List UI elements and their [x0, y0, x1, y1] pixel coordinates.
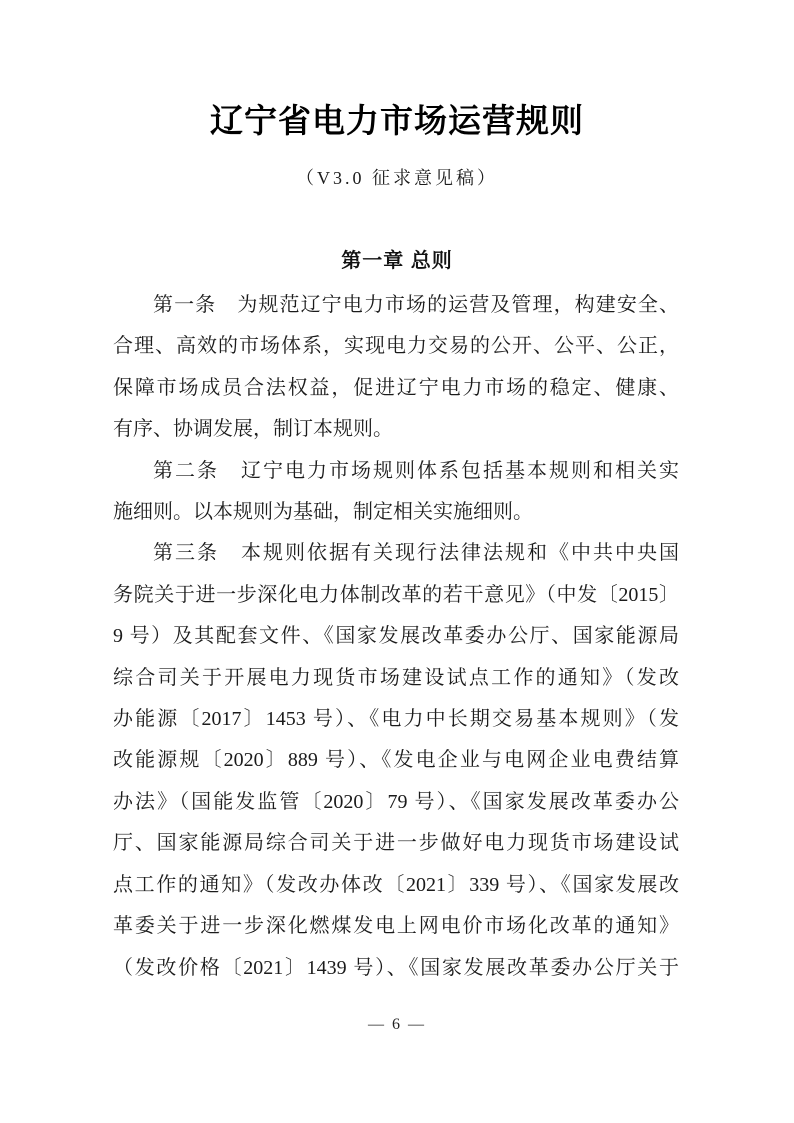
body-line: 施细则。以本规则为基础，制定相关实施细则。	[113, 501, 533, 524]
body-text	[113, 285, 679, 989]
document-title: 辽宁省电力市场运营规则	[210, 102, 584, 139]
body-line: 有序、协调发展，制订本规则。	[113, 418, 393, 441]
body-line: 综合司关于开展电力现货市场建设试点工作的通知》（发改	[113, 666, 679, 689]
body-line: 厅、国家能源局综合司关于进一步做好电力现货市场建设试	[113, 832, 679, 855]
body-line: 第一条 为规范辽宁电力市场的运营及管理，构建安全、	[153, 294, 679, 316]
page-number: — 6 —	[368, 1016, 426, 1033]
body-line: 合理、高效的市场体系，实现电力交易的公开、公平、公正，	[113, 335, 679, 358]
body-line: 办法》（国能发监管〔2020〕79 号）、《国家发展改革委办公	[113, 790, 679, 813]
document-subtitle: （V3.0 征求意见稿）	[296, 168, 498, 188]
body-line: 9 号）及其配套文件、《国家发展改革委办公厅、国家能源局	[113, 625, 679, 648]
body-line: 点工作的通知》（发改办体改〔2021〕339 号）、《国家发展改	[113, 873, 679, 896]
body-line: 第三条 本规则依据有关现行法律法规和《中共中央国	[153, 542, 679, 565]
body-line: 务院关于进一步深化电力体制改革的若干意见》（中发〔2015〕	[113, 583, 679, 606]
body-line: 改能源规〔2020〕889 号）、《发电企业与电网企业电费结算	[113, 749, 679, 772]
body-line: 保障市场成员合法权益，促进辽宁电力市场的稳定、健康、	[113, 376, 679, 399]
body-line: （发改价格〔2021〕1439 号）、《国家发展改革委办公厅关于	[113, 956, 679, 979]
chapter-heading: 第一章 总则	[341, 250, 453, 272]
body-line: 第二条 辽宁电力市场规则体系包括基本规则和相关实	[153, 459, 679, 482]
body-line: 办能源〔2017〕1453 号）、《电力中长期交易基本规则》（发	[113, 708, 679, 731]
body-line: 革委关于进一步深化燃煤发电上网电价市场化改革的通知》	[113, 915, 679, 938]
